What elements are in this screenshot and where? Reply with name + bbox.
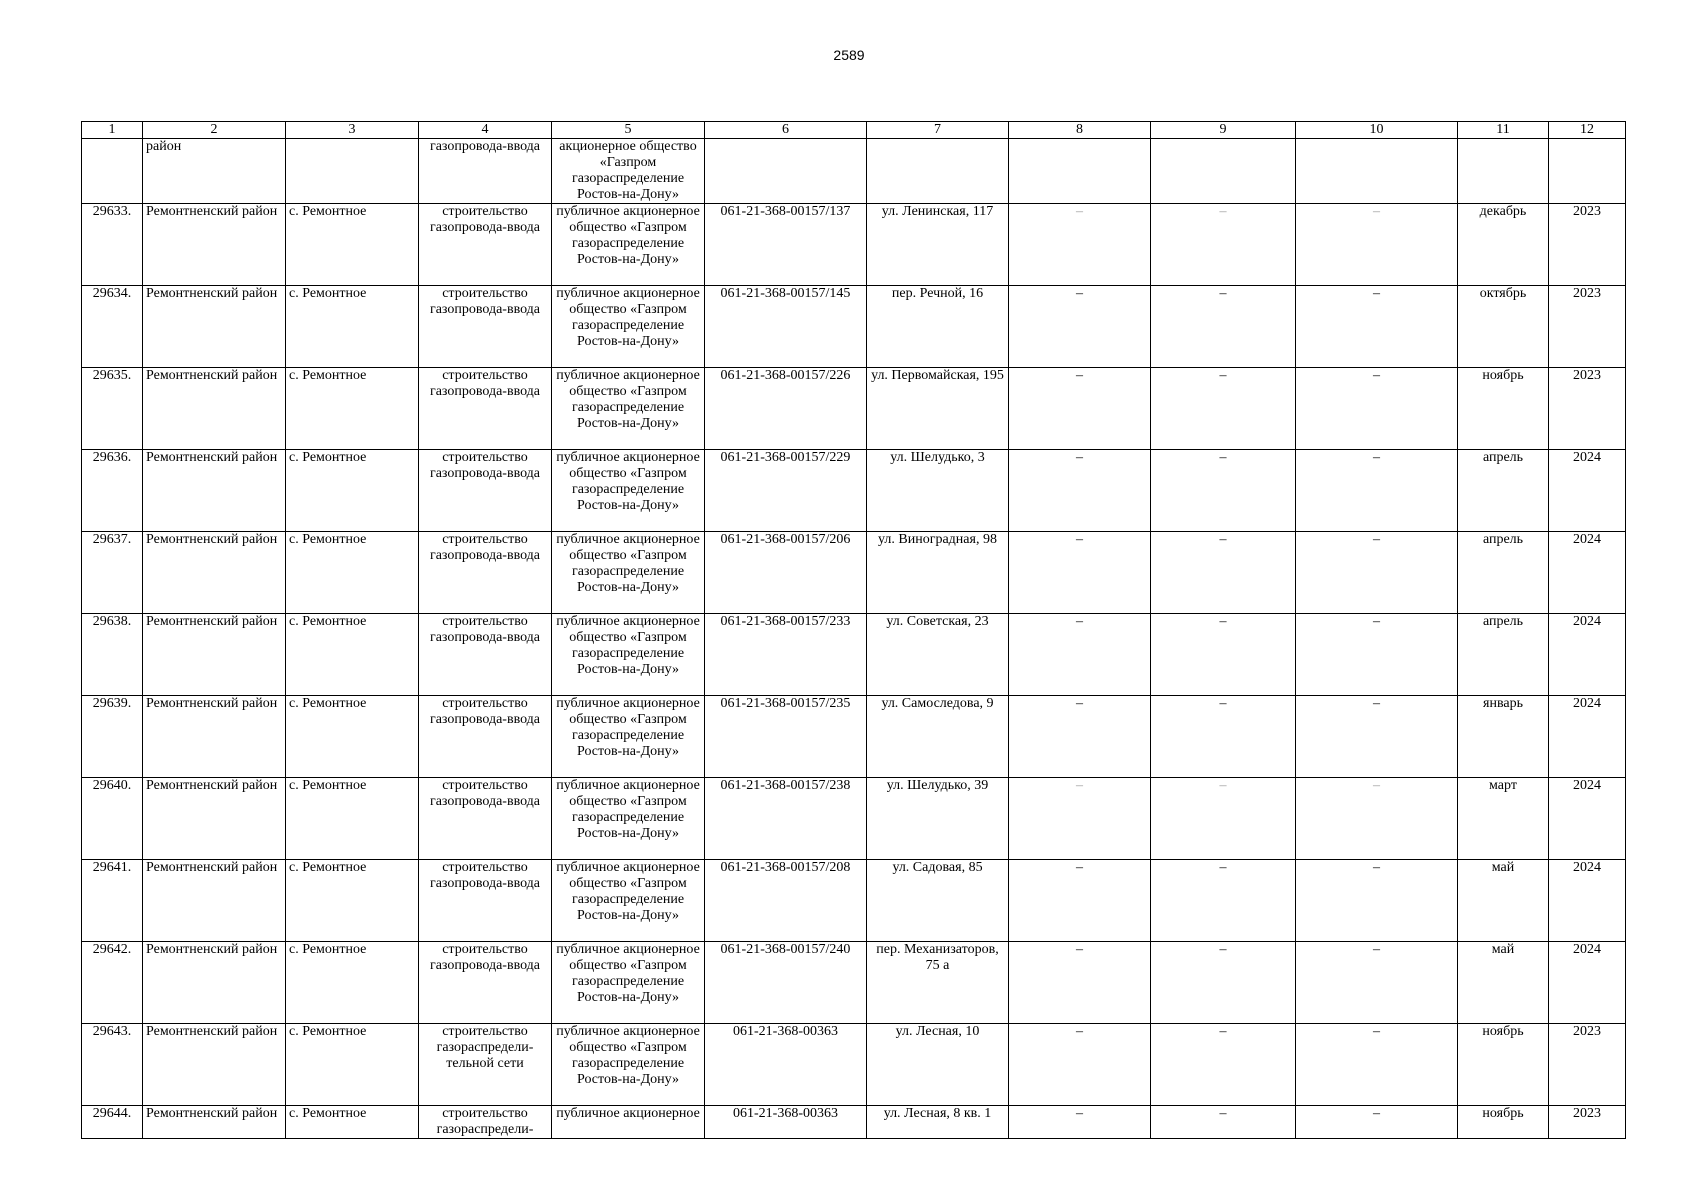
cell-work: газопровода-ввода [419,139,552,204]
cell-number: 29642. [82,942,143,1024]
cell-organization: публичное акционерное общество «Газпром газораспределение Ростов-на-Дону» [552,942,705,1024]
cell-organization: публичное акционерное общество «Газпром газораспределение Ростов-на-Дону» [552,614,705,696]
cell-month: декабрь [1458,204,1549,286]
cell-year: 2024 [1549,778,1626,860]
cell-address: ул. Садовая, 85 [867,860,1009,942]
cell-district: Ремонтненский район [143,614,286,696]
cell-district: Ремонтненский район [143,450,286,532]
cell-organization: публичное акционерное общество «Газпром газораспределение Ростов-на-Дону» [552,450,705,532]
table-row [82,204,1626,286]
cell-address: ул. Шелудько, 3 [867,450,1009,532]
cell-year: 2024 [1549,450,1626,532]
cell-code: 061-21-368-00157/145 [705,286,867,368]
cell-code [705,139,867,204]
cell-district: Ремонтненский район [143,778,286,860]
cell-number: 29638. [82,614,143,696]
cell-work: строительство газопровода-ввода [419,532,552,614]
cell-district: Ремонтненский район [143,942,286,1024]
cell-settlement: с. Ремонтное [286,1024,419,1106]
cell-code: 061-21-368-00157/240 [705,942,867,1024]
cell-address: ул. Лесная, 10 [867,1024,1009,1106]
cell-month: май [1458,942,1549,1024]
table-row [82,778,1626,860]
cell-col9: – [1151,368,1296,450]
cell-address: пер. Механизаторов, 75 а [867,942,1009,1024]
cell-code: 061-21-368-00157/229 [705,450,867,532]
cell-col9: – [1151,614,1296,696]
cell-address: ул. Самоследова, 9 [867,696,1009,778]
cell-code: 061-21-368-00363 [705,1024,867,1106]
cell-code: 061-21-368-00157/208 [705,860,867,942]
cell-col9: – [1151,286,1296,368]
cell-col8: – [1009,286,1151,368]
cell-organization: публичное акционерное общество «Газпром газораспределение Ростов-на-Дону» [552,696,705,778]
header-col-2: 2 [143,122,286,139]
cell-settlement: с. Ремонтное [286,614,419,696]
cell-organization: публичное акционерное общество «Газпром газораспределение Ростов-на-Дону» [552,1024,705,1106]
header-col-1: 1 [82,122,143,139]
cell-district: Ремонтненский район [143,1106,286,1139]
cell-month: апрель [1458,450,1549,532]
cell-work: строительство газопровода-ввода [419,778,552,860]
cell-col9: – [1151,204,1296,286]
cell-district: район [143,139,286,204]
cell-col10: – [1296,1106,1458,1139]
table-row [82,532,1626,614]
cell-settlement: с. Ремонтное [286,942,419,1024]
cell-district: Ремонтненский район [143,860,286,942]
cell-col8: – [1009,778,1151,860]
cell-settlement: с. Ремонтное [286,368,419,450]
cell-month [1458,139,1549,204]
cell-col10: – [1296,204,1458,286]
cell-district: Ремонтненский район [143,696,286,778]
header-col-7: 7 [867,122,1009,139]
cell-work: строительство газопровода-ввода [419,860,552,942]
cell-col9: – [1151,1024,1296,1106]
cell-address: ул. Советская, 23 [867,614,1009,696]
cell-settlement: с. Ремонтное [286,204,419,286]
cell-settlement: с. Ремонтное [286,778,419,860]
cell-year: 2024 [1549,942,1626,1024]
cell-col10: – [1296,450,1458,532]
cell-col9: – [1151,532,1296,614]
cell-settlement: с. Ремонтное [286,286,419,368]
cell-col8: – [1009,368,1151,450]
cell-organization: публичное акционерное общество «Газпром газораспределение Ростов-на-Дону» [552,778,705,860]
cell-address: ул. Лесная, 8 кв. 1 [867,1106,1009,1139]
header-col-8: 8 [1009,122,1151,139]
cell-col10: – [1296,286,1458,368]
cell-settlement: с. Ремонтное [286,696,419,778]
cell-month: ноябрь [1458,368,1549,450]
document-table [81,121,1626,1139]
cell-organization: публичное акционерное общество «Газпром газораспределение Ростов-на-Дону» [552,204,705,286]
cell-month: апрель [1458,614,1549,696]
cell-code: 061-21-368-00157/233 [705,614,867,696]
cell-year: 2023 [1549,1024,1626,1106]
table-row [82,860,1626,942]
cell-settlement: с. Ремонтное [286,1106,419,1139]
cell-settlement: с. Ремонтное [286,450,419,532]
cell-organization: публичное акционерное общество «Газпром газораспределение Ростов-на-Дону» [552,286,705,368]
cell-col8: – [1009,1024,1151,1106]
cell-col9: – [1151,696,1296,778]
cell-month: ноябрь [1458,1024,1549,1106]
cell-work: строительство газопровода-ввода [419,450,552,532]
cell-number: 29637. [82,532,143,614]
cell-district: Ремонтненский район [143,368,286,450]
table-row [82,614,1626,696]
cell-col10 [1296,139,1458,204]
cell-settlement: с. Ремонтное [286,860,419,942]
header-col-4: 4 [419,122,552,139]
cell-col8: – [1009,942,1151,1024]
cell-district: Ремонтненский район [143,286,286,368]
cell-col10: – [1296,1024,1458,1106]
cell-col10: – [1296,368,1458,450]
cell-col10: – [1296,532,1458,614]
table-row [82,450,1626,532]
cell-month: январь [1458,696,1549,778]
table-row [82,286,1626,368]
cell-code: 061-21-368-00157/137 [705,204,867,286]
cell-month: март [1458,778,1549,860]
header-col-9: 9 [1151,122,1296,139]
cell-col9: – [1151,942,1296,1024]
cell-col8 [1009,139,1151,204]
cell-number [82,139,143,204]
cell-work: строительство газораспредели- [419,1106,552,1139]
cell-work: строительство газораспредели-тельной сети [419,1024,552,1106]
cell-address: пер. Речной, 16 [867,286,1009,368]
cell-code: 061-21-368-00157/235 [705,696,867,778]
cell-year: 2023 [1549,368,1626,450]
cell-address: ул. Первомайская, 195 [867,368,1009,450]
cell-organization: публичное акционерное общество «Газпром газораспределение Ростов-на-Дону» [552,532,705,614]
cell-col8: – [1009,614,1151,696]
table-header-row [82,122,1626,139]
cell-col9: – [1151,860,1296,942]
table-row [82,368,1626,450]
cell-col8: – [1009,860,1151,942]
cell-organization: акционерное общество «Газпром газораспределение Ростов-на-Дону» [552,139,705,204]
page-number: 2589 [833,47,865,63]
table-row [82,1106,1626,1139]
cell-number: 29639. [82,696,143,778]
cell-district: Ремонтненский район [143,204,286,286]
cell-col8: – [1009,450,1151,532]
cell-organization: публичное акционерное [552,1106,705,1139]
cell-col8: – [1009,696,1151,778]
cell-work: строительство газопровода-ввода [419,204,552,286]
cell-number: 29644. [82,1106,143,1139]
cell-year: 2024 [1549,696,1626,778]
cell-settlement: с. Ремонтное [286,532,419,614]
header-col-11: 11 [1458,122,1549,139]
cell-number: 29634. [82,286,143,368]
cell-year [1549,139,1626,204]
table-row-continuation [82,139,1626,204]
cell-organization: публичное акционерное общество «Газпром газораспределение Ростов-на-Дону» [552,368,705,450]
cell-month: ноябрь [1458,1106,1549,1139]
table-row [82,696,1626,778]
cell-col10: – [1296,614,1458,696]
header-col-5: 5 [552,122,705,139]
cell-month: май [1458,860,1549,942]
cell-month: октябрь [1458,286,1549,368]
cell-month: апрель [1458,532,1549,614]
cell-col9 [1151,139,1296,204]
cell-number: 29635. [82,368,143,450]
cell-col10: – [1296,778,1458,860]
cell-year: 2024 [1549,614,1626,696]
cell-number: 29633. [82,204,143,286]
cell-address: ул. Ленинская, 117 [867,204,1009,286]
cell-work: строительство газопровода-ввода [419,286,552,368]
cell-district: Ремонтненский район [143,1024,286,1106]
header-col-3: 3 [286,122,419,139]
cell-code: 061-21-368-00157/226 [705,368,867,450]
cell-col9: – [1151,1106,1296,1139]
header-col-10: 10 [1296,122,1458,139]
cell-col10: – [1296,696,1458,778]
cell-number: 29643. [82,1024,143,1106]
cell-district: Ремонтненский район [143,532,286,614]
header-col-6: 6 [705,122,867,139]
cell-number: 29636. [82,450,143,532]
cell-address: ул. Шелудько, 39 [867,778,1009,860]
cell-year: 2023 [1549,286,1626,368]
cell-col10: – [1296,942,1458,1024]
cell-code: 061-21-368-00363 [705,1106,867,1139]
cell-settlement [286,139,419,204]
cell-number: 29641. [82,860,143,942]
cell-organization: публичное акционерное общество «Газпром газораспределение Ростов-на-Дону» [552,860,705,942]
table-row [82,1024,1626,1106]
cell-code: 061-21-368-00157/206 [705,532,867,614]
cell-work: строительство газопровода-ввода [419,942,552,1024]
header-col-12: 12 [1549,122,1626,139]
cell-col9: – [1151,450,1296,532]
cell-year: 2023 [1549,1106,1626,1139]
cell-year: 2024 [1549,860,1626,942]
cell-number: 29640. [82,778,143,860]
cell-address: ул. Виноградная, 98 [867,532,1009,614]
cell-year: 2024 [1549,532,1626,614]
cell-col8: – [1009,204,1151,286]
cell-col8: – [1009,1106,1151,1139]
cell-col8: – [1009,532,1151,614]
cell-work: строительство газопровода-ввода [419,614,552,696]
cell-code: 061-21-368-00157/238 [705,778,867,860]
cell-year: 2023 [1549,204,1626,286]
cell-address [867,139,1009,204]
cell-work: строительство газопровода-ввода [419,696,552,778]
cell-col9: – [1151,778,1296,860]
cell-work: строительство газопровода-ввода [419,368,552,450]
cell-col10: – [1296,860,1458,942]
table-row [82,942,1626,1024]
